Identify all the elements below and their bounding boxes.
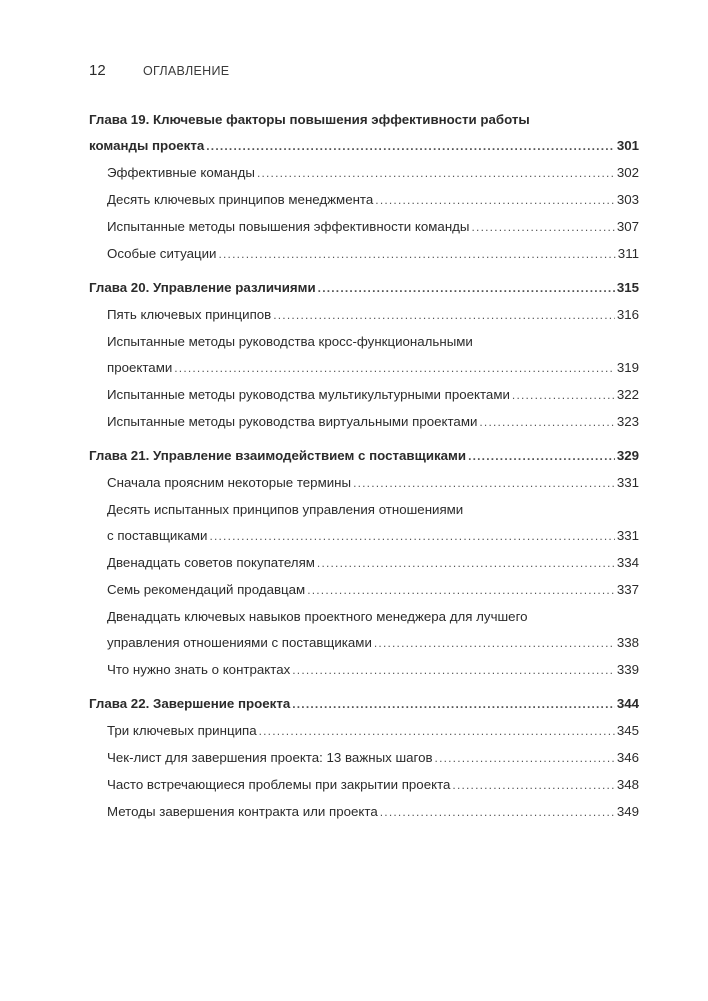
chapter-title[interactable] <box>89 112 639 154</box>
toc-entry[interactable] <box>89 246 639 262</box>
dot-leader <box>218 246 615 262</box>
toc-entry[interactable] <box>89 307 639 323</box>
toc-row <box>107 804 639 820</box>
dot-leader <box>307 582 615 598</box>
dot-leader <box>174 360 615 376</box>
dot-leader <box>472 219 615 235</box>
toc-entry-line: Десять испытанных принципов управления отношениями <box>107 502 464 517</box>
dot-leader <box>353 475 615 491</box>
toc-entry-text: Особые ситуации <box>107 246 217 261</box>
toc-entry[interactable] <box>89 804 639 820</box>
toc-row <box>107 192 639 208</box>
toc-entry-page-number: 302 <box>616 165 639 180</box>
toc-row <box>107 219 639 235</box>
toc-row <box>107 475 639 491</box>
toc-entry[interactable] <box>89 165 639 181</box>
toc-entry[interactable] <box>89 723 639 739</box>
toc-entry-page-number: 311 <box>617 246 639 261</box>
toc-entry-text: Три ключевых принципа <box>107 723 257 738</box>
toc-entry-text: Часто встречающиеся проблемы при закрытии проекта <box>107 777 451 792</box>
toc-entry[interactable] <box>89 334 639 376</box>
toc-entry-text: Что нужно знать о контрактах <box>107 662 291 677</box>
toc-entry-page-number: 349 <box>616 804 639 819</box>
toc-row <box>107 414 639 430</box>
toc-entry-page-number: 331 <box>616 528 639 543</box>
toc-entry-line: Двенадцать ключевых навыков проектного менеджера для лучшего <box>107 609 528 624</box>
toc-row <box>89 138 639 154</box>
toc-entry-text: Эффективные команды <box>107 165 255 180</box>
toc-entry-page-number: 334 <box>616 555 639 570</box>
toc-entry[interactable] <box>89 555 639 571</box>
toc-row <box>107 777 639 793</box>
toc-entry-page-number: 346 <box>616 750 639 765</box>
toc-row <box>107 360 639 376</box>
toc-entry[interactable] <box>89 192 639 208</box>
toc-entry-text: Испытанные методы руководства виртуальными проектами <box>107 414 478 429</box>
dot-leader <box>257 165 615 181</box>
toc-entry-page-number: 303 <box>616 192 639 207</box>
chapter-title[interactable] <box>89 448 639 464</box>
toc-entry-page-number: 322 <box>616 387 639 402</box>
toc-entry-text: Чек-лист для завершения проекта: 13 важных шагов <box>107 750 433 765</box>
chapter <box>89 696 639 820</box>
toc-row <box>107 723 639 739</box>
toc-entry[interactable] <box>89 582 639 598</box>
toc-row <box>107 307 639 323</box>
toc-entry[interactable] <box>89 662 639 678</box>
toc-entry-text: Двенадцать советов покупателям <box>107 555 315 570</box>
chapter-title-text: Глава 21. Управление взаимодействием с поставщиками <box>89 448 467 463</box>
toc-entry-page-number: 307 <box>616 219 639 234</box>
toc-row <box>107 528 639 544</box>
dot-leader <box>375 192 615 208</box>
toc-entry[interactable] <box>89 777 639 793</box>
toc-entry[interactable] <box>89 609 639 651</box>
toc-row <box>107 750 639 766</box>
dot-leader <box>292 662 615 678</box>
toc-row <box>107 635 639 651</box>
dot-leader <box>259 723 615 739</box>
toc-entry-text: проектами <box>107 360 173 375</box>
chapter-page-number: 315 <box>616 280 639 295</box>
dot-leader <box>435 750 615 766</box>
toc-row <box>107 582 639 598</box>
chapter <box>89 112 639 262</box>
dot-leader <box>479 414 614 430</box>
toc-row <box>107 387 639 403</box>
toc-row <box>107 165 639 181</box>
toc-entry-text: Десять ключевых принципов менеджмента <box>107 192 374 207</box>
toc-entry-text: с поставщиками <box>107 528 208 543</box>
chapter-title-text: Глава 22. Завершение проекта <box>89 696 291 711</box>
dot-leader <box>273 307 615 323</box>
page-number: 12 <box>89 62 106 79</box>
dot-leader <box>317 555 615 571</box>
section-title: ОГЛАВЛЕНИЕ <box>143 64 230 78</box>
toc-row <box>89 280 639 296</box>
toc-entry-page-number: 323 <box>616 414 639 429</box>
toc-entry[interactable] <box>89 414 639 430</box>
toc-entry[interactable] <box>89 475 639 491</box>
toc-entry-text: Пять ключевых принципов <box>107 307 272 322</box>
chapter <box>89 448 639 678</box>
toc-entry[interactable] <box>89 387 639 403</box>
chapter <box>89 280 639 430</box>
toc-entry-text: Семь рекомендаций продавцам <box>107 582 306 597</box>
toc-entry-page-number: 338 <box>616 635 639 650</box>
toc-entry-page-number: 319 <box>616 360 639 375</box>
toc-row <box>89 448 639 464</box>
chapter-page-number: 329 <box>616 448 639 463</box>
chapter-title-line: Глава 19. Ключевые факторы повышения эффективности работы <box>89 112 530 127</box>
chapter-page-number: 301 <box>616 138 639 153</box>
dot-leader <box>206 138 615 154</box>
toc-entry-text: Сначала проясним некоторые термины <box>107 475 352 490</box>
chapter-title-text: Глава 20. Управление различиями <box>89 280 316 295</box>
toc-entry-page-number: 348 <box>616 777 639 792</box>
toc-entry-page-number: 339 <box>616 662 639 677</box>
chapter-page-number: 344 <box>616 696 639 711</box>
toc-row <box>107 662 639 678</box>
toc-entry-text: управления отношениями с поставщиками <box>107 635 372 650</box>
toc-row <box>89 696 639 712</box>
toc-entry-page-number: 316 <box>616 307 639 322</box>
dot-leader <box>512 387 615 403</box>
dot-leader <box>318 280 615 296</box>
dot-leader <box>380 804 615 820</box>
toc-entry[interactable] <box>89 750 639 766</box>
table-of-contents <box>89 112 639 838</box>
toc-entry-page-number: 345 <box>616 723 639 738</box>
dot-leader <box>468 448 615 464</box>
toc-entry-page-number: 337 <box>616 582 639 597</box>
dot-leader <box>374 635 615 651</box>
toc-entry-line: Испытанные методы руководства кросс-функциональными <box>107 334 473 349</box>
running-head <box>89 62 229 79</box>
toc-entry-page-number: 331 <box>616 475 639 490</box>
toc-row <box>107 555 639 571</box>
dot-leader <box>209 528 614 544</box>
chapter-title[interactable] <box>89 696 639 712</box>
toc-entry-text: Испытанные методы руководства мультикультурными проектами <box>107 387 510 402</box>
dot-leader <box>452 777 614 793</box>
dot-leader <box>292 696 615 712</box>
toc-entry-text: Испытанные методы повышения эффективности команды <box>107 219 470 234</box>
chapter-title[interactable] <box>89 280 639 296</box>
toc-entry[interactable] <box>89 502 639 544</box>
toc-row <box>107 246 639 262</box>
chapter-title-text: команды проекта <box>89 138 205 153</box>
toc-entry-text: Методы завершения контракта или проекта <box>107 804 378 819</box>
toc-entry[interactable] <box>89 219 639 235</box>
